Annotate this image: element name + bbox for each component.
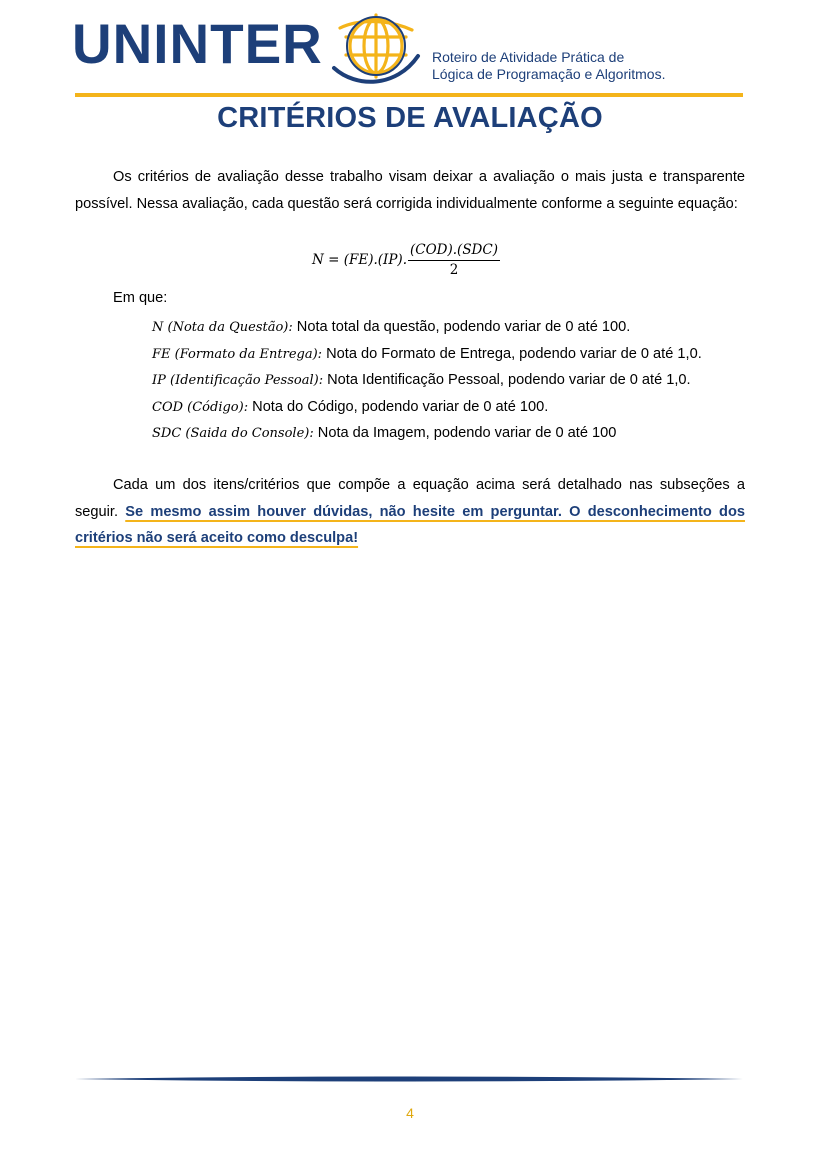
criterion-item: [152, 394, 702, 421]
criterion-item: [152, 314, 702, 341]
criteria-list: [152, 314, 702, 447]
footer-divider: [75, 1075, 743, 1083]
criterion-item: [152, 420, 702, 447]
equation-lhs: N = (FE).(IP).: [312, 252, 407, 268]
evaluation-equation: [312, 242, 500, 278]
criterion-symbol: FE (Formato da Entrega):: [152, 346, 323, 362]
criterion-description: Nota do Código, podendo variar de 0 até 100.: [248, 398, 549, 415]
criterion-description: Nota Identificação Pessoal, podendo variar de 0 até 1,0.: [323, 372, 691, 388]
equation-denominator: 2: [449, 262, 459, 278]
header-subtitle-line2: Lógica de Programação e Algoritmos.: [432, 66, 666, 82]
criterion-symbol: N (Nota da Questão):: [152, 320, 293, 335]
header-subtitle: [432, 49, 665, 83]
header-divider: [75, 93, 743, 97]
uninter-logo: UNINTER: [72, 12, 323, 75]
globe-logo-icon: [326, 10, 422, 86]
criterion-symbol: IP (Identificação Pessoal):: [152, 373, 324, 388]
criterion-item: [152, 341, 702, 368]
em-que-label: Em que:: [113, 290, 168, 306]
closing-paragraph: [75, 472, 745, 552]
closing-emphasis: Se mesmo assim houver dúvidas, não hesite em perguntar. O desconhecimento dos critérios não será aceito como desculpa!: [75, 503, 746, 546]
criterion-item: [152, 367, 702, 394]
equation-fraction: [408, 242, 500, 278]
criterion-symbol: COD (Código):: [152, 399, 249, 415]
criterion-description: Nota total da questão, podendo variar de 0 até 100.: [292, 319, 631, 335]
equation-numerator: (COD).(SDC): [408, 242, 500, 261]
intro-paragraph: Os critérios de avaliação desse trabalho visam deixar a avaliação o mais justa e transparente possível. Nessa avaliação, cada questão será corrigida individualmente conforme a seguinte equação:: [75, 169, 745, 212]
criterion-symbol: SDC (Saida do Console):: [152, 426, 314, 441]
closing-text: Cada um dos itens/critérios que compõe a equação acima será detalhado nas subseções a seguir.: [75, 477, 745, 520]
criterion-description: Nota da Imagem, podendo variar de 0 até 100: [313, 425, 617, 441]
page-number: 4: [406, 1105, 414, 1121]
criterion-description: Nota do Formato de Entrega, podendo variar de 0 até 1,0.: [322, 345, 702, 362]
header-subtitle-line1: Roteiro de Atividade Prática de: [432, 49, 625, 65]
page-header: [0, 0, 820, 100]
page-title: CRITÉRIOS DE AVALIAÇÃO: [217, 102, 603, 134]
